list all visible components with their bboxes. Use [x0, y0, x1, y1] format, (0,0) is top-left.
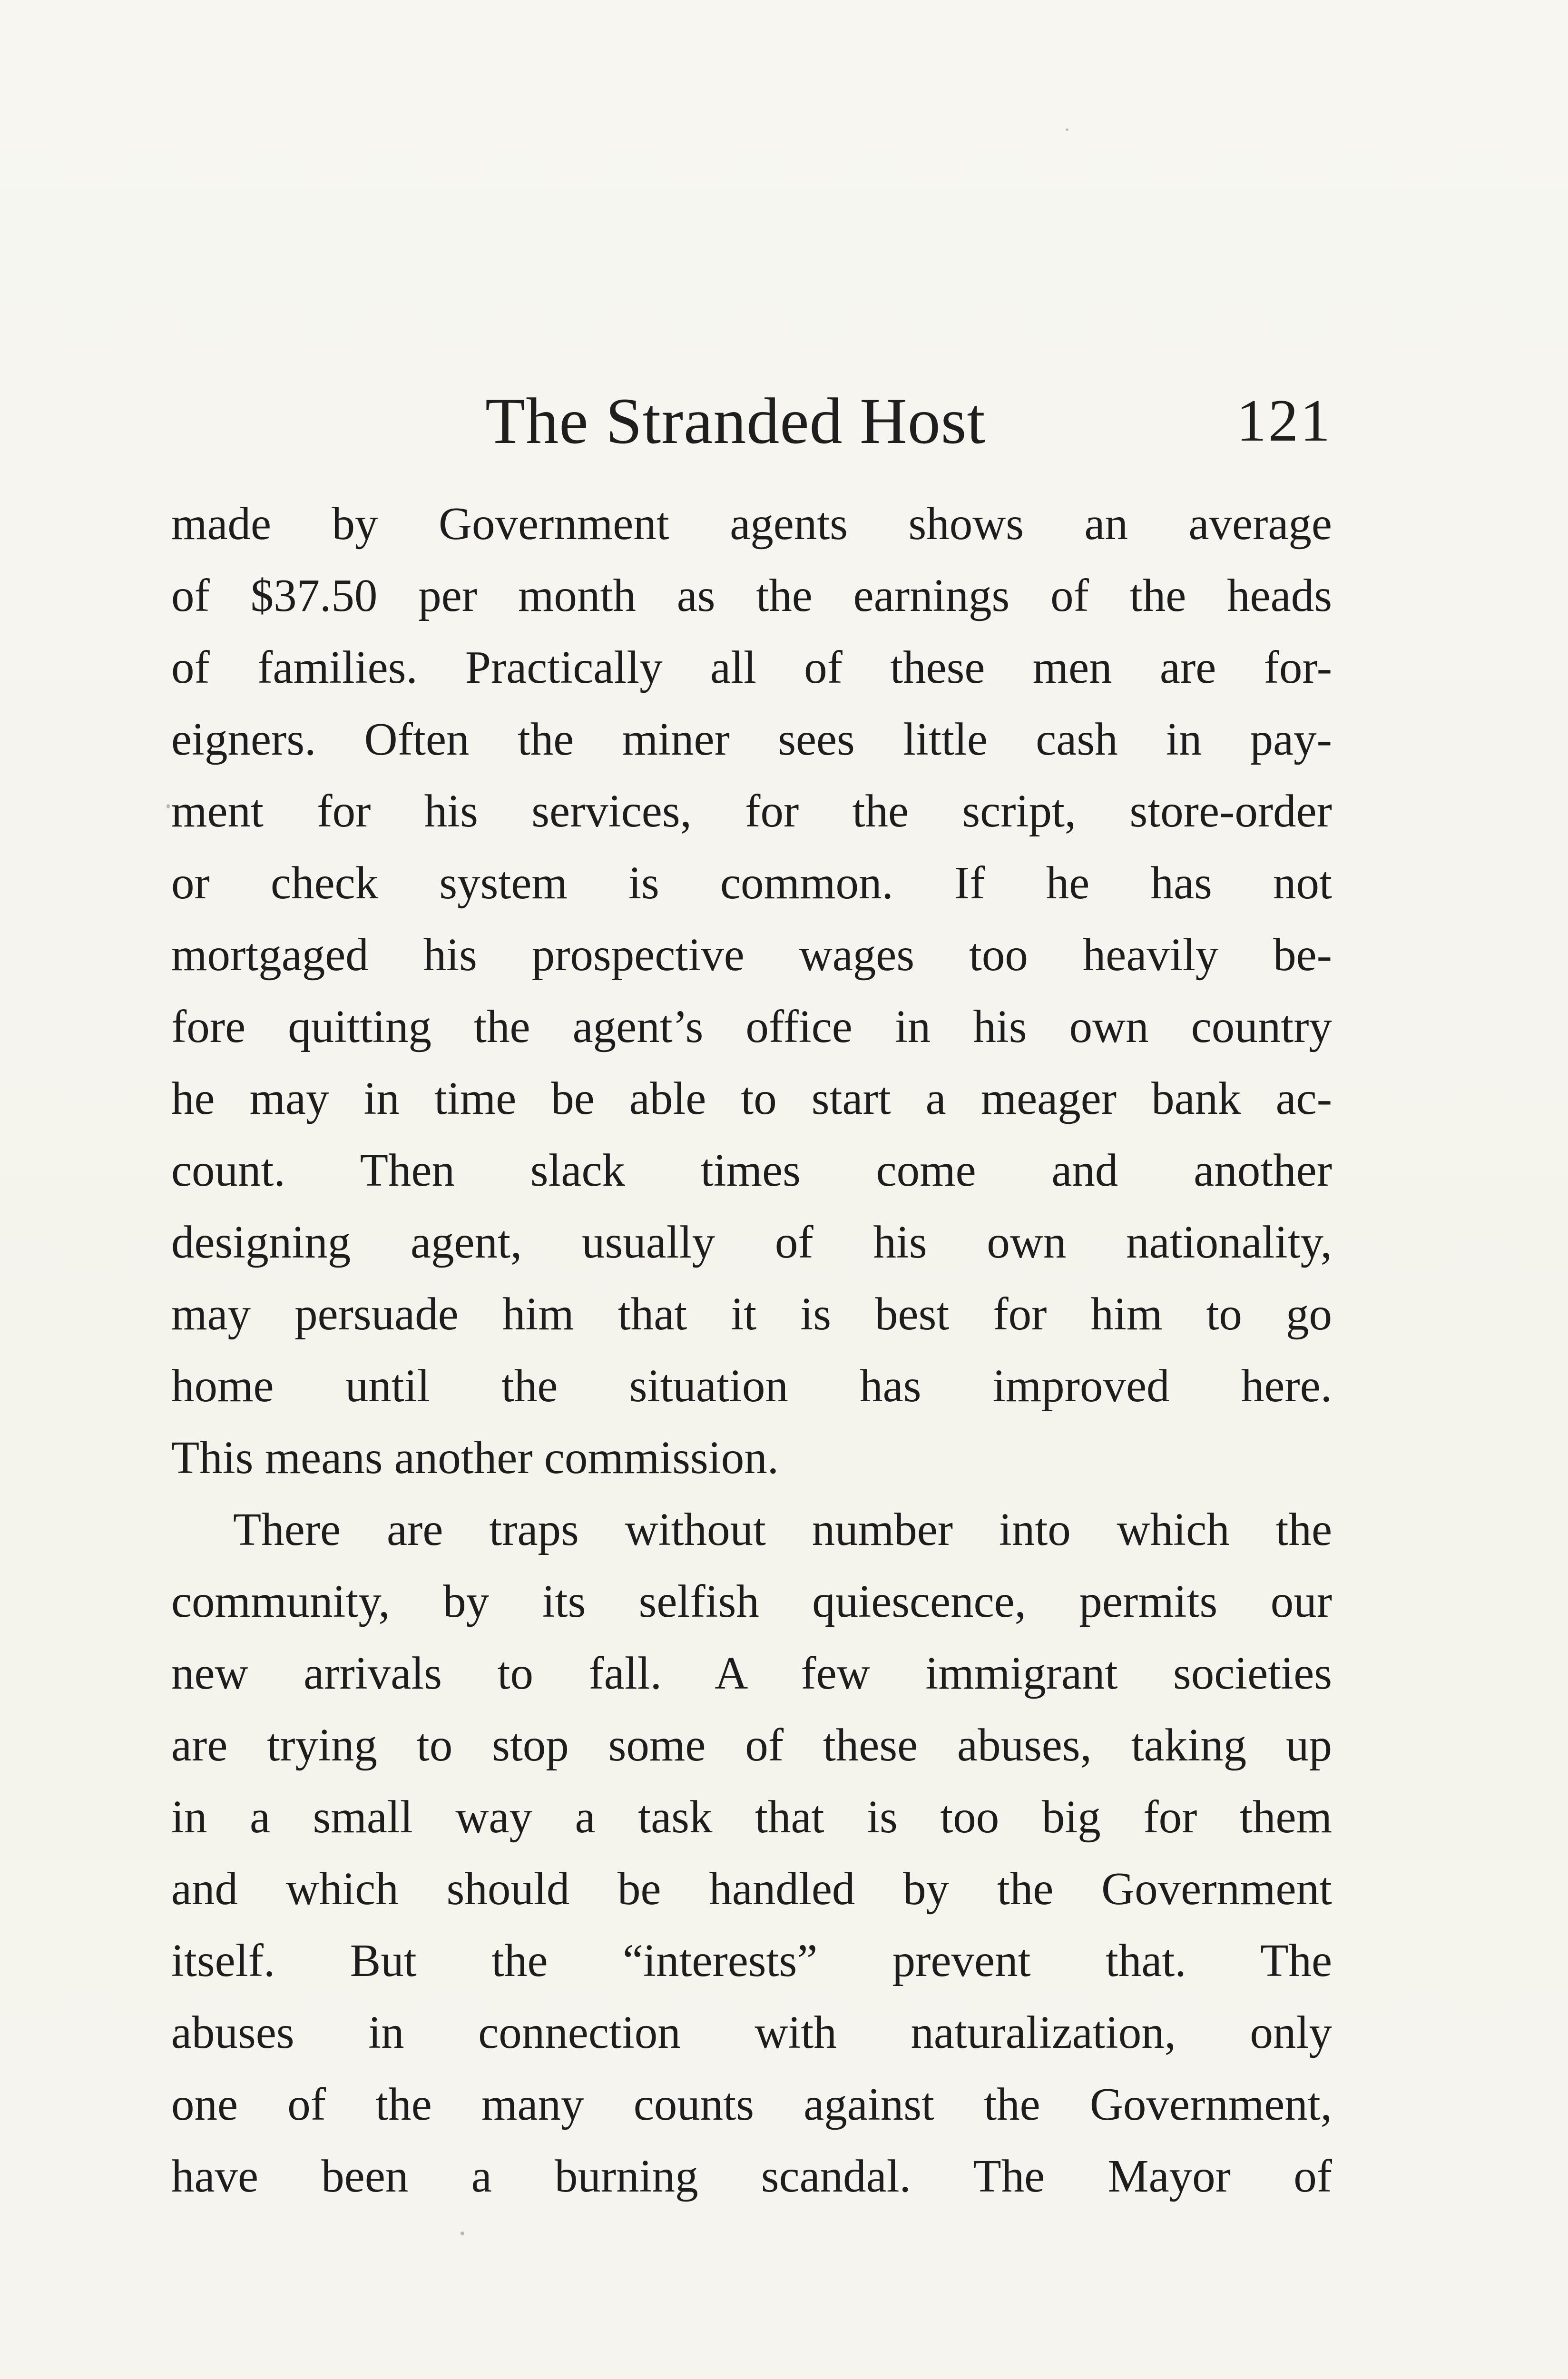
text-line: have been a burning scandal. The Mayor of — [171, 2151, 1332, 2202]
text-line: of families. Practically all of these men are for- — [171, 642, 1332, 693]
paragraph-1 — [171, 488, 1332, 1494]
paper-speck — [461, 2232, 464, 2235]
text-line: of $37.50 per month as the earnings of the heads — [171, 570, 1332, 621]
text-line: and which should be handled by the Government — [171, 1863, 1332, 1914]
text-line: in a small way a task that is too big for them — [171, 1791, 1332, 1842]
paragraph-2 — [171, 1494, 1332, 2212]
text-line: new arrivals to fall. A few immigrant societies — [171, 1648, 1332, 1699]
text-line: abuses in connection with naturalization, only — [171, 2007, 1332, 2058]
running-head — [476, 385, 1332, 457]
text-line: are trying to stop some of these abuses, taking up — [171, 1720, 1332, 1770]
text-line: home until the situation has improved here. — [171, 1360, 1332, 1411]
text-line: There are traps without number into which the — [233, 1504, 1332, 1555]
body-text — [171, 488, 1332, 2212]
text-line: community, by its selfish quiescence, permits our — [171, 1576, 1332, 1627]
text-line: This means another commission. — [171, 1432, 779, 1483]
text-line: ment for his services, for the script, store-order — [171, 786, 1332, 836]
text-line: designing agent, usually of his own nationality, — [171, 1217, 1332, 1268]
text-line: one of the many counts against the Government, — [171, 2079, 1332, 2130]
text-line: mortgaged his prospective wages too heavily be- — [171, 929, 1332, 980]
running-title: The Stranded Host — [485, 384, 986, 457]
text-line: or check system is common. If he has not — [171, 857, 1332, 908]
page-number: 121 — [1236, 388, 1332, 454]
paper-speck — [1066, 128, 1068, 131]
text-line: itself. But the “interests” prevent that. The — [171, 1935, 1332, 1986]
text-line: he may in time be able to start a meager bank ac- — [171, 1073, 1332, 1124]
text-line: count. Then slack times come and another — [171, 1145, 1332, 1196]
text-line: made by Government agents shows an average — [171, 498, 1332, 549]
text-line: may persuade him that it is best for him to go — [171, 1288, 1332, 1339]
text-line: fore quitting the agent’s office in his own country — [171, 1001, 1332, 1052]
text-line: eigners. Often the miner sees little cash in pay- — [171, 714, 1332, 765]
paper-speck — [167, 804, 170, 808]
